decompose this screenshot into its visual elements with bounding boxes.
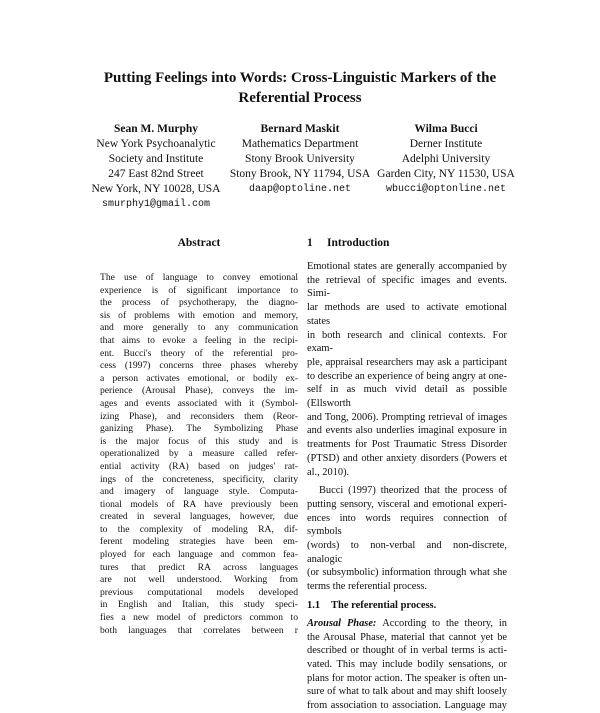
author-address: New York, NY 10028, USA (91, 183, 221, 195)
title-line: Putting Feelings into Words: Cross-Linguistic Markers of the (103, 70, 497, 86)
intro-paragraph-1 (307, 260, 507, 479)
text-line: ences into words requires connection of symbols (307, 512, 507, 538)
text-line: The use of language to convey emotional (100, 272, 298, 283)
author-affiliation: New York Psychoanalytic (96, 138, 216, 150)
author-affiliation: Mathematics Department (241, 138, 359, 150)
section-number: 1 (307, 237, 313, 249)
abstract-text (100, 272, 298, 637)
text-line: ages and events associated with it (Symbol- (100, 397, 298, 409)
text-line: in both research and clinical contexts. For exam- (307, 329, 507, 355)
text-line: terms the referential process. (307, 581, 428, 593)
author-affiliation: Derner Institute (409, 138, 483, 150)
left-column (100, 236, 298, 637)
text-line: ings of the concreteness, specificity, clarity (100, 473, 298, 485)
text-line: operationalized by a measure called refer- (100, 448, 298, 460)
text-line: cess (1997) concerns three phases whereby (100, 360, 298, 372)
text-line: and more generally to any communication (100, 322, 298, 334)
author-name: Sean M. Murphy (113, 123, 199, 135)
text-line: is the major focus of this study and is (100, 435, 298, 447)
text-run: According to the theory, in (382, 617, 507, 629)
author-address: Garden City, NY 11530, USA (377, 168, 515, 180)
text-line: the Arousal Phase, material that cannot yet be (307, 631, 507, 643)
text-line: and Tong, 2006). Prompting retrieval of images (307, 411, 507, 423)
text-line: (or subsymbolic) information through what she (307, 567, 507, 579)
author-address: 247 East 82nd Street (108, 168, 204, 180)
author-affiliation: Stony Brook University (245, 153, 355, 165)
text-line: in English and Italian, this study speci- (100, 599, 298, 611)
text-line: Bucci (1997) theorized that the process of (319, 485, 507, 497)
text-line: experience is of significant importance to (100, 284, 298, 296)
text-line: ganizing Phase). The Symbolizing Phase (100, 423, 298, 435)
text-line: ployed for each language and common fea- (100, 549, 298, 561)
right-column (307, 236, 507, 713)
paper-title (60, 68, 540, 108)
author-bucci (371, 122, 521, 197)
text-line: both languages that correlates between r (100, 624, 298, 636)
author-maskit (225, 122, 375, 197)
text-line: izing Phase), and reconsiders them (Reor- (100, 410, 298, 422)
run-in-heading: Arousal Phase: (307, 617, 383, 629)
text-line: (PTSD) and other anxiety disorders (Powers et (307, 452, 507, 464)
text-line: described or thought of in verbal terms is acti- (307, 645, 507, 657)
text-line: tures that predict RA across languages (100, 561, 298, 573)
section-title: Introduction (327, 237, 390, 249)
title-line: Referential Process (238, 90, 362, 106)
text-line: and imagery of language style. Computa- (100, 486, 298, 498)
text-line: lar methods are used to activate emotional states (307, 302, 507, 327)
text-line: the retrieval of specific images and events. Simi- (307, 274, 507, 300)
author-address: Stony Brook, NY 11794, USA (229, 168, 371, 180)
subsection-title: The referential process. (331, 599, 437, 611)
text-line: tional models of RA have previously been (100, 498, 298, 510)
text-line: and events also underlies imaginal exposure in (307, 425, 507, 437)
text-line: perience (Arousal Phase), conveys the im- (100, 385, 298, 397)
author-email: daap@optoline.net (248, 184, 352, 195)
author-murphy (86, 122, 226, 212)
author-affiliation: Adelphi University (401, 153, 491, 165)
text-line: are not well understood. Working from (100, 574, 298, 586)
subsection-heading (307, 599, 507, 613)
text-line: fies a new model of predictors common to (100, 612, 298, 624)
text-line: ential activity (RA) based on judges' rat- (100, 460, 298, 472)
text-line: sure of what to talk about and may shift loosely (307, 686, 507, 698)
text-line: self in as much vivid detail as possible (Ellsworth (307, 384, 507, 410)
text-line: the process of psychotherapy, the diagno- (100, 297, 298, 309)
author-email: wbucci@optonline.net (385, 184, 507, 195)
text-line: ple, appraisal researchers may ask a participant (307, 356, 507, 368)
text-line: from association to association. Language may (307, 700, 507, 712)
abstract-heading: Abstract (177, 237, 221, 249)
text-line: vated. This may include bodily sensations, or (307, 658, 507, 670)
subsection-paragraph (307, 617, 507, 713)
author-name: Wilma Bucci (414, 123, 478, 135)
text-line: previous computational models developed (100, 586, 298, 598)
text-line: a person activates emotional, or bodily ex- (100, 372, 298, 384)
author-name: Bernard Maskit (260, 123, 340, 135)
text-line: putting sensory, visceral and emotional experi- (307, 498, 507, 510)
text-line: treatments for Post Traumatic Stress Disorder (307, 439, 507, 451)
intro-paragraph-2 (307, 484, 507, 594)
text-line: to describe an experience of being angry at one- (307, 370, 507, 382)
text-line: that aims to evoke a feeling in the recipi- (100, 334, 298, 346)
text-line: to the complexity of modeling RA, dif- (100, 523, 298, 535)
subsection-number: 1.1 (307, 599, 321, 611)
text-line: (words) to non-verbal and non-discrete, analogic (307, 540, 507, 565)
text-line: Emotional states are generally accompanied by (307, 261, 507, 272)
section-heading-introduction (307, 236, 507, 250)
author-block (0, 122, 600, 212)
text-line: sis of problems with emotion and memory, (100, 309, 298, 321)
text-line: plans for motor action. The speaker is often un- (307, 672, 507, 684)
text-line: ferent modeling strategies have been em- (100, 536, 298, 548)
text-line: ent. Bucci's theory of the referential pro- (100, 347, 298, 359)
text-line (307, 617, 507, 631)
text-line: created in several languages, however, due (100, 511, 298, 523)
author-email: smurphy1@gmail.com (101, 199, 211, 210)
text-line: al., 2010). (307, 466, 350, 478)
author-affiliation: Society and Institute (108, 153, 204, 165)
